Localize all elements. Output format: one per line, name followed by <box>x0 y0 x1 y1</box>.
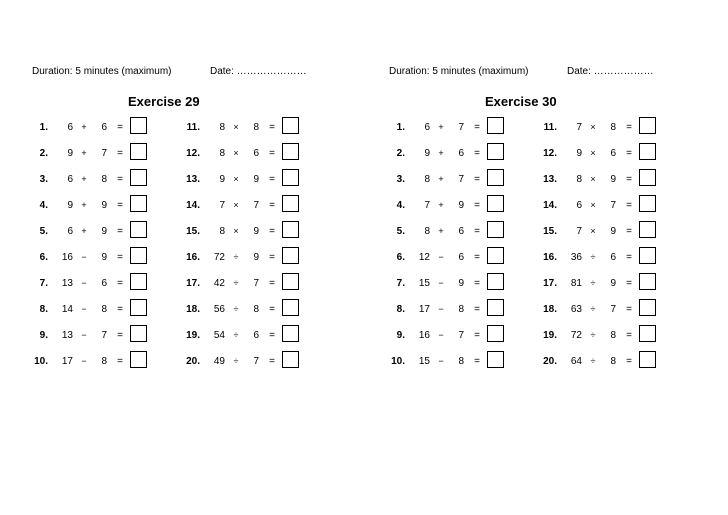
answer-box[interactable] <box>282 325 299 342</box>
duration-label: Duration: 5 minutes (maximum) <box>32 66 172 77</box>
exercise-title: Exercise 29 <box>128 94 200 109</box>
operator-symbol: × <box>233 200 239 210</box>
first-operand: 49 <box>213 356 225 367</box>
equals-sign: = <box>474 226 480 237</box>
operator-symbol: × <box>590 200 596 210</box>
operator-symbol: ÷ <box>590 278 596 288</box>
first-operand: 9 <box>576 148 582 159</box>
second-operand: 8 <box>101 174 107 185</box>
second-operand: 8 <box>253 122 259 133</box>
operator-symbol: × <box>590 122 596 132</box>
problem-item <box>388 195 538 215</box>
second-operand: 6 <box>253 148 259 159</box>
problem-item <box>388 143 538 163</box>
operator-symbol: ÷ <box>590 304 596 314</box>
equals-sign: = <box>117 304 123 315</box>
problem-number: 3. <box>39 174 48 185</box>
equals-sign: = <box>626 330 632 341</box>
equals-sign: = <box>474 122 480 133</box>
first-operand: 54 <box>213 330 225 341</box>
equals-sign: = <box>117 200 123 211</box>
second-operand: 9 <box>253 174 259 185</box>
second-operand: 8 <box>610 122 616 133</box>
equals-sign: = <box>626 252 632 263</box>
first-operand: 6 <box>67 174 73 185</box>
first-operand: 8 <box>576 174 582 185</box>
problem-number: 20. <box>186 356 200 367</box>
first-operand: 12 <box>418 252 430 263</box>
exercise-title: Exercise 30 <box>485 94 557 109</box>
second-operand: 6 <box>610 252 616 263</box>
problem-item <box>31 195 181 215</box>
problem-item <box>183 221 333 241</box>
operator-symbol: + <box>81 174 87 184</box>
second-operand: 7 <box>610 200 616 211</box>
equals-sign: = <box>626 226 632 237</box>
operator-symbol: ÷ <box>233 278 239 288</box>
problem-item <box>388 117 538 137</box>
answer-box[interactable] <box>130 117 147 134</box>
operator-symbol: − <box>438 304 444 314</box>
problem-number: 11. <box>543 122 557 133</box>
problem-number: 19. <box>186 330 200 341</box>
problem-number: 7. <box>396 278 405 289</box>
second-operand: 9 <box>610 278 616 289</box>
answer-box[interactable] <box>282 169 299 186</box>
second-operand: 8 <box>101 304 107 315</box>
problem-number: 8. <box>396 304 405 315</box>
problem-item <box>31 325 181 345</box>
problem-item <box>183 325 333 345</box>
first-operand: 6 <box>576 200 582 211</box>
equals-sign: = <box>269 330 275 341</box>
operator-symbol: − <box>81 278 87 288</box>
problem-item <box>31 221 181 241</box>
equals-sign: = <box>269 200 275 211</box>
answer-box[interactable] <box>639 299 656 316</box>
problem-number: 1. <box>39 122 48 133</box>
problem-item <box>31 169 181 189</box>
operator-symbol: + <box>438 122 444 132</box>
problem-item <box>183 247 333 267</box>
second-operand: 7 <box>101 148 107 159</box>
answer-box[interactable] <box>639 247 656 264</box>
first-operand: 13 <box>61 330 73 341</box>
problem-number: 20. <box>543 356 557 367</box>
problem-item <box>388 247 538 267</box>
operator-symbol: × <box>233 122 239 132</box>
problem-number: 8. <box>39 304 48 315</box>
operator-symbol: ÷ <box>233 252 239 262</box>
second-operand: 6 <box>101 122 107 133</box>
first-operand: 8 <box>219 122 225 133</box>
problem-number: 15. <box>543 226 557 237</box>
problem-number: 16. <box>543 252 557 263</box>
answer-box[interactable] <box>639 273 656 290</box>
first-operand: 36 <box>570 252 582 263</box>
equals-sign: = <box>117 148 123 159</box>
operator-symbol: + <box>438 174 444 184</box>
equals-sign: = <box>117 356 123 367</box>
operator-symbol: × <box>233 174 239 184</box>
problem-number: 13. <box>186 174 200 185</box>
problem-number: 5. <box>39 226 48 237</box>
second-operand: 7 <box>458 174 464 185</box>
answer-box[interactable] <box>487 299 504 316</box>
second-operand: 9 <box>101 252 107 263</box>
problem-number: 7. <box>39 278 48 289</box>
answer-box[interactable] <box>487 351 504 368</box>
problem-item <box>540 273 690 293</box>
answer-box[interactable] <box>639 143 656 160</box>
equals-sign: = <box>117 122 123 133</box>
answer-box[interactable] <box>130 247 147 264</box>
equals-sign: = <box>626 174 632 185</box>
second-operand: 9 <box>458 200 464 211</box>
first-operand: 13 <box>61 278 73 289</box>
problem-item <box>388 299 538 319</box>
problem-number: 12. <box>543 148 557 159</box>
first-operand: 64 <box>570 356 582 367</box>
first-operand: 9 <box>424 148 430 159</box>
equals-sign: = <box>474 200 480 211</box>
answer-box[interactable] <box>639 325 656 342</box>
operator-symbol: ÷ <box>233 356 239 366</box>
operator-symbol: + <box>81 226 87 236</box>
problem-item <box>540 143 690 163</box>
problem-number: 2. <box>396 148 405 159</box>
problem-item <box>540 325 690 345</box>
problem-number: 14. <box>186 200 200 211</box>
second-operand: 6 <box>253 330 259 341</box>
first-operand: 7 <box>219 200 225 211</box>
problem-item <box>31 117 181 137</box>
first-operand: 7 <box>576 226 582 237</box>
problem-number: 4. <box>396 200 405 211</box>
first-operand: 15 <box>418 278 430 289</box>
equals-sign: = <box>269 356 275 367</box>
first-operand: 14 <box>61 304 73 315</box>
duration-label: Duration: 5 minutes (maximum) <box>389 66 529 77</box>
first-operand: 8 <box>219 148 225 159</box>
problem-number: 10. <box>34 356 48 367</box>
first-operand: 9 <box>67 148 73 159</box>
operator-symbol: + <box>81 122 87 132</box>
problem-item <box>183 117 333 137</box>
answer-box[interactable] <box>282 117 299 134</box>
answer-box[interactable] <box>487 325 504 342</box>
problem-item <box>31 351 181 371</box>
second-operand: 8 <box>253 304 259 315</box>
operator-symbol: × <box>590 174 596 184</box>
problem-number: 6. <box>396 252 405 263</box>
second-operand: 8 <box>101 356 107 367</box>
operator-symbol: + <box>81 148 87 158</box>
problem-number: 5. <box>396 226 405 237</box>
second-operand: 6 <box>610 148 616 159</box>
first-operand: 9 <box>219 174 225 185</box>
operator-symbol: × <box>590 226 596 236</box>
answer-box[interactable] <box>282 221 299 238</box>
answer-box[interactable] <box>282 247 299 264</box>
problem-item <box>388 273 538 293</box>
second-operand: 9 <box>610 174 616 185</box>
problem-number: 19. <box>543 330 557 341</box>
problem-number: 14. <box>543 200 557 211</box>
problem-item <box>31 299 181 319</box>
equals-sign: = <box>269 226 275 237</box>
second-operand: 6 <box>101 278 107 289</box>
problem-number: 6. <box>39 252 48 263</box>
answer-box[interactable] <box>130 273 147 290</box>
problem-number: 3. <box>396 174 405 185</box>
operator-symbol: + <box>81 200 87 210</box>
operator-symbol: − <box>81 252 87 262</box>
worksheet-exercise-30 <box>357 0 721 515</box>
problem-number: 16. <box>186 252 200 263</box>
answer-box[interactable] <box>130 169 147 186</box>
problem-number: 9. <box>39 330 48 341</box>
answer-box[interactable] <box>130 351 147 368</box>
answer-box[interactable] <box>282 273 299 290</box>
equals-sign: = <box>117 330 123 341</box>
second-operand: 7 <box>253 356 259 367</box>
operator-symbol: − <box>438 252 444 262</box>
answer-box[interactable] <box>639 221 656 238</box>
problem-item <box>183 351 333 371</box>
equals-sign: = <box>117 174 123 185</box>
answer-box[interactable] <box>639 195 656 212</box>
problem-number: 4. <box>39 200 48 211</box>
second-operand: 9 <box>253 252 259 263</box>
problem-item <box>31 247 181 267</box>
first-operand: 81 <box>570 278 582 289</box>
answer-box[interactable] <box>282 143 299 160</box>
first-operand: 17 <box>61 356 73 367</box>
equals-sign: = <box>269 304 275 315</box>
problem-item <box>183 273 333 293</box>
problem-number: 9. <box>396 330 405 341</box>
problem-item <box>540 195 690 215</box>
answer-box[interactable] <box>487 169 504 186</box>
second-operand: 7 <box>101 330 107 341</box>
second-operand: 6 <box>458 226 464 237</box>
equals-sign: = <box>626 304 632 315</box>
operator-symbol: − <box>81 356 87 366</box>
answer-box[interactable] <box>130 221 147 238</box>
problem-number: 11. <box>186 122 200 133</box>
problem-item <box>540 221 690 241</box>
problem-item <box>388 351 538 371</box>
first-operand: 16 <box>61 252 73 263</box>
equals-sign: = <box>269 148 275 159</box>
problem-item <box>540 247 690 267</box>
operator-symbol: ÷ <box>590 356 596 366</box>
first-operand: 7 <box>424 200 430 211</box>
answer-box[interactable] <box>282 299 299 316</box>
second-operand: 8 <box>610 356 616 367</box>
first-operand: 16 <box>418 330 430 341</box>
equals-sign: = <box>269 278 275 289</box>
problem-item <box>183 299 333 319</box>
answer-box[interactable] <box>130 299 147 316</box>
operator-symbol: ÷ <box>590 330 596 340</box>
problem-number: 10. <box>391 356 405 367</box>
operator-symbol: − <box>438 278 444 288</box>
second-operand: 9 <box>458 278 464 289</box>
first-operand: 6 <box>67 226 73 237</box>
first-operand: 17 <box>418 304 430 315</box>
problem-number: 13. <box>543 174 557 185</box>
operator-symbol: ÷ <box>590 252 596 262</box>
problem-item <box>540 117 690 137</box>
equals-sign: = <box>474 252 480 263</box>
problem-item <box>31 143 181 163</box>
operator-symbol: × <box>233 226 239 236</box>
date-label: Date: ……………… <box>567 66 654 77</box>
operator-symbol: − <box>438 356 444 366</box>
problem-item <box>388 169 538 189</box>
second-operand: 8 <box>458 304 464 315</box>
operator-symbol: − <box>81 330 87 340</box>
answer-box[interactable] <box>487 195 504 212</box>
answer-box[interactable] <box>282 351 299 368</box>
date-label: Date: ………………… <box>210 66 307 77</box>
first-operand: 8 <box>424 174 430 185</box>
answer-box[interactable] <box>487 273 504 290</box>
first-operand: 6 <box>424 122 430 133</box>
equals-sign: = <box>626 148 632 159</box>
problem-item <box>183 143 333 163</box>
equals-sign: = <box>117 226 123 237</box>
equals-sign: = <box>117 252 123 263</box>
problem-number: 18. <box>543 304 557 315</box>
equals-sign: = <box>269 122 275 133</box>
problem-number: 2. <box>39 148 48 159</box>
operator-symbol: ÷ <box>233 304 239 314</box>
equals-sign: = <box>474 174 480 185</box>
operator-symbol: − <box>81 304 87 314</box>
first-operand: 72 <box>213 252 225 263</box>
problem-number: 12. <box>186 148 200 159</box>
equals-sign: = <box>626 278 632 289</box>
problem-item <box>540 169 690 189</box>
equals-sign: = <box>269 174 275 185</box>
operator-symbol: + <box>438 200 444 210</box>
problem-item <box>183 169 333 189</box>
problem-number: 18. <box>186 304 200 315</box>
second-operand: 7 <box>458 330 464 341</box>
equals-sign: = <box>269 252 275 263</box>
operator-symbol: × <box>233 148 239 158</box>
answer-box[interactable] <box>130 143 147 160</box>
second-operand: 7 <box>253 200 259 211</box>
first-operand: 42 <box>213 278 225 289</box>
problem-number: 15. <box>186 226 200 237</box>
problem-item <box>388 221 538 241</box>
first-operand: 56 <box>213 304 225 315</box>
first-operand: 8 <box>424 226 430 237</box>
second-operand: 9 <box>610 226 616 237</box>
problem-item <box>540 351 690 371</box>
operator-symbol: − <box>438 330 444 340</box>
operator-symbol: × <box>590 148 596 158</box>
problem-number: 17. <box>186 278 200 289</box>
operator-symbol: + <box>438 148 444 158</box>
second-operand: 6 <box>458 252 464 263</box>
equals-sign: = <box>474 330 480 341</box>
problem-number: 17. <box>543 278 557 289</box>
equals-sign: = <box>117 278 123 289</box>
first-operand: 63 <box>570 304 582 315</box>
first-operand: 7 <box>576 122 582 133</box>
problem-item <box>31 273 181 293</box>
answer-box[interactable] <box>487 221 504 238</box>
equals-sign: = <box>626 200 632 211</box>
answer-box[interactable] <box>282 195 299 212</box>
equals-sign: = <box>626 356 632 367</box>
problem-item <box>388 325 538 345</box>
second-operand: 8 <box>458 356 464 367</box>
problem-number: 1. <box>396 122 405 133</box>
second-operand: 7 <box>610 304 616 315</box>
problem-item <box>183 195 333 215</box>
equals-sign: = <box>474 356 480 367</box>
answer-box[interactable] <box>639 169 656 186</box>
first-operand: 9 <box>67 200 73 211</box>
first-operand: 15 <box>418 356 430 367</box>
second-operand: 9 <box>101 226 107 237</box>
second-operand: 7 <box>253 278 259 289</box>
equals-sign: = <box>474 304 480 315</box>
second-operand: 9 <box>253 226 259 237</box>
second-operand: 9 <box>101 200 107 211</box>
first-operand: 6 <box>67 122 73 133</box>
first-operand: 8 <box>219 226 225 237</box>
answer-box[interactable] <box>487 143 504 160</box>
equals-sign: = <box>474 278 480 289</box>
second-operand: 7 <box>458 122 464 133</box>
operator-symbol: ÷ <box>233 330 239 340</box>
answer-box[interactable] <box>130 325 147 342</box>
equals-sign: = <box>626 122 632 133</box>
answer-box[interactable] <box>130 195 147 212</box>
answer-box[interactable] <box>487 247 504 264</box>
answer-box[interactable] <box>639 117 656 134</box>
problem-item <box>540 299 690 319</box>
second-operand: 6 <box>458 148 464 159</box>
equals-sign: = <box>474 148 480 159</box>
operator-symbol: + <box>438 226 444 236</box>
answer-box[interactable] <box>639 351 656 368</box>
first-operand: 72 <box>570 330 582 341</box>
second-operand: 8 <box>610 330 616 341</box>
answer-box[interactable] <box>487 117 504 134</box>
